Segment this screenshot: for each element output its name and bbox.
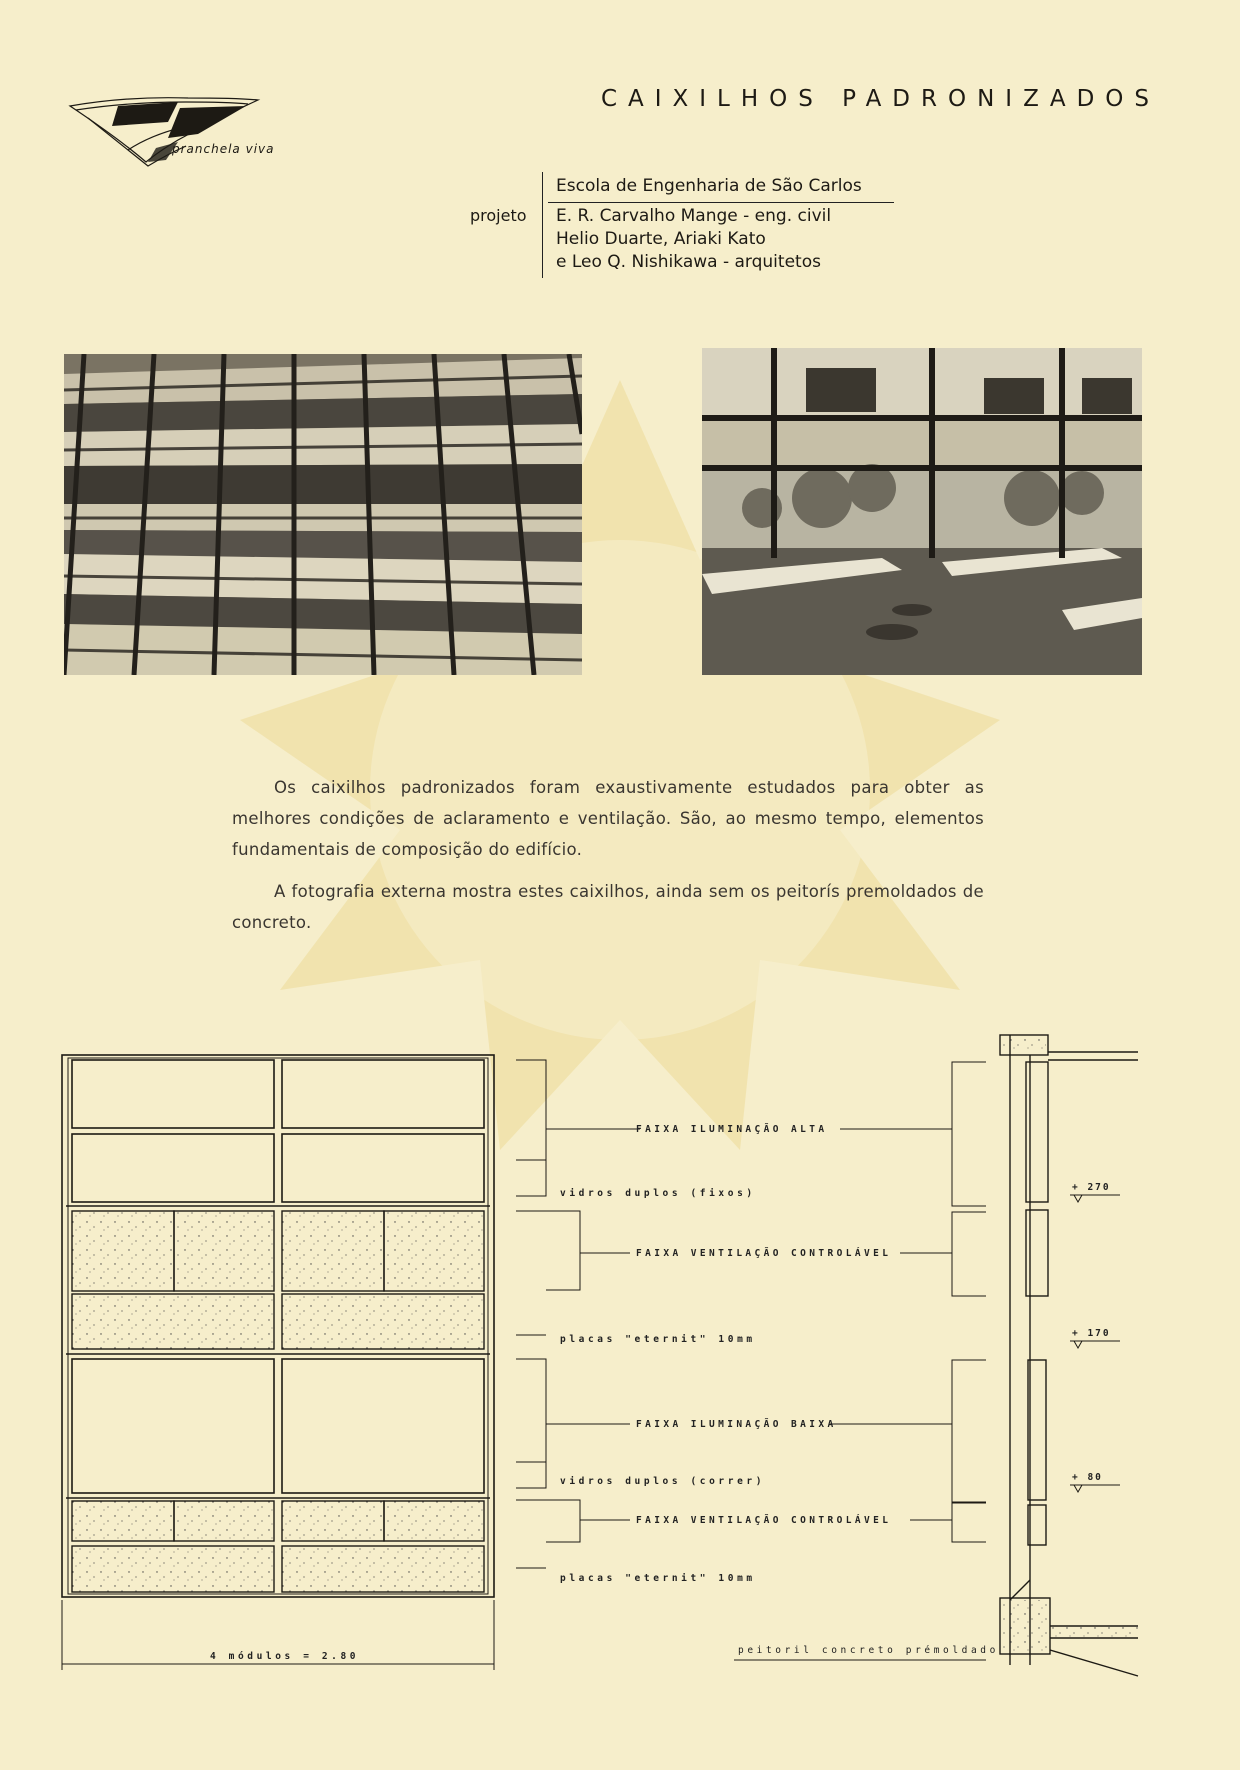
material-label: placas "eternit" 10mm: [560, 1573, 756, 1584]
project-divider-horizontal: [548, 202, 894, 203]
material-label: vidros duplos (fixos): [560, 1188, 756, 1199]
photo-note-paragraph: A fotografia externa mostra estes caixilhos, ainda sem os peitorís premoldados de concreto.: [232, 882, 984, 932]
width-dimension: 4 módulos = 2.80: [210, 1651, 360, 1662]
project-credit-line: E. R. Carvalho Mange - eng. civil: [556, 206, 832, 226]
material-label: vidros duplos (correr): [560, 1476, 766, 1487]
band-label: FAIXA ILUMINAÇÃO ALTA: [636, 1124, 828, 1135]
project-credit-line: Helio Duarte, Ariaki Kato: [556, 229, 766, 249]
band-label: FAIXA ILUMINAÇÃO BAIXA: [636, 1419, 837, 1430]
sill-note: peitoril concreto prémoldado: [738, 1645, 999, 1656]
band-label: FAIXA VENTILAÇÃO CONTROLÁVEL: [636, 1515, 892, 1526]
project-school: Escola de Engenharia de São Carlos: [556, 176, 862, 196]
logo-text: pranchela viva: [172, 142, 275, 156]
pranchela-viva-logo: [68, 88, 288, 188]
elevation-marker: + 80: [1072, 1472, 1103, 1483]
description-paragraph: Os caixilhos padronizados foram exaustivamente estudados para obter as melhores condições de aclaramento e ventilação. São, ao mesmo tempo, elementos fundamentais de composição do edifício.: [232, 778, 984, 859]
window-frame-drawing: [0, 1000, 1240, 1720]
elevation-marker: + 170: [1072, 1328, 1111, 1339]
project-credit-line: e Leo Q. Nishikawa - arquitetos: [556, 252, 821, 272]
band-label: FAIXA VENTILAÇÃO CONTROLÁVEL: [636, 1248, 892, 1259]
classroom-interior-photo: [702, 348, 1142, 675]
project-divider-vertical: [542, 172, 543, 278]
page-title: CAIXILHOS PADRONIZADOS: [600, 86, 1160, 112]
elevation-marker: + 270: [1072, 1182, 1111, 1193]
material-label: placas "eternit" 10mm: [560, 1334, 756, 1345]
project-label: projeto: [470, 206, 527, 225]
facade-exterior-photo: [64, 354, 582, 675]
